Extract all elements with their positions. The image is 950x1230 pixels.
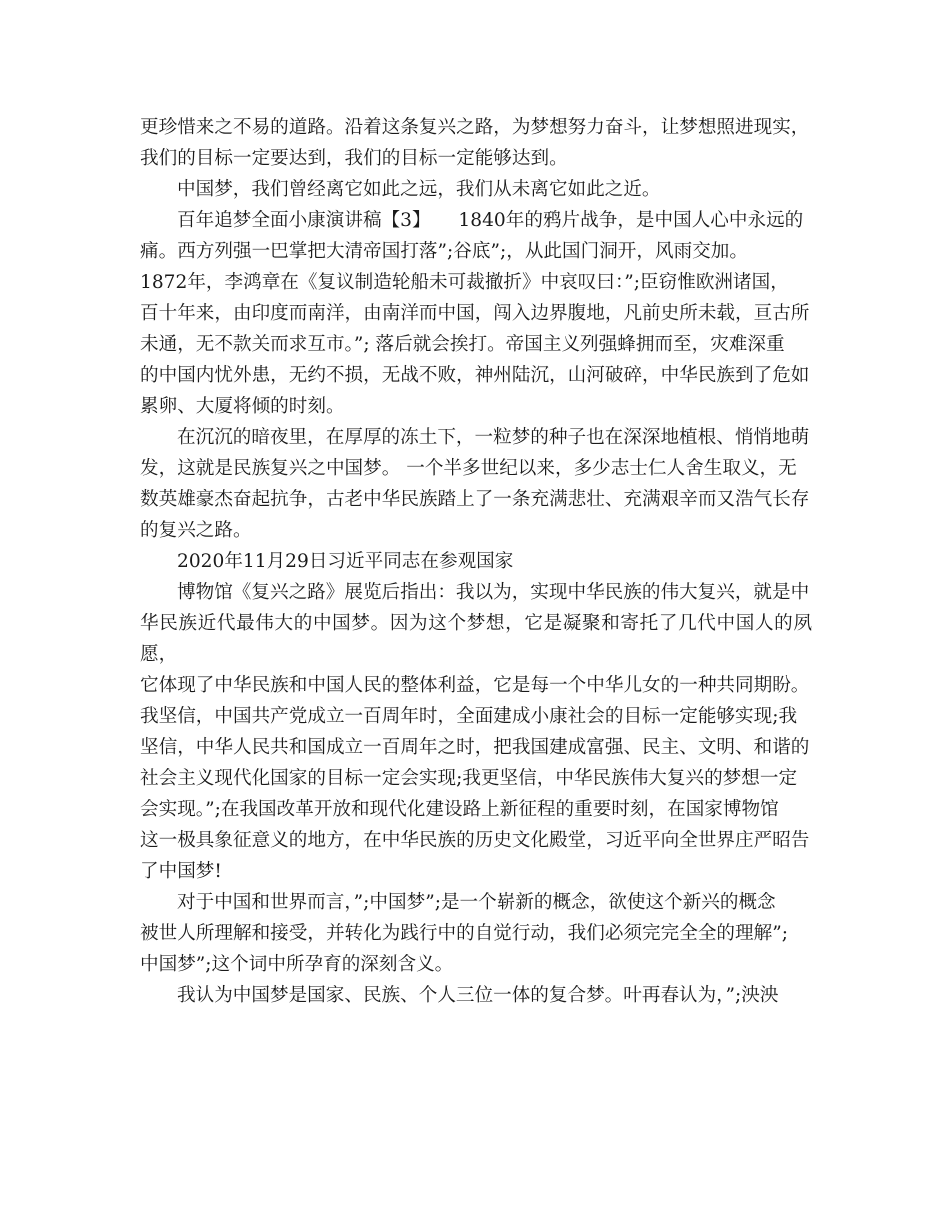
- document-body: [140, 112, 812, 1011]
- paragraph-2: 中国梦，我们曾经离它如此之远，我们从未离它如此之近。: [177, 179, 661, 200]
- paragraph-5: 2020年11月29日习近平同志在参观国家: [177, 551, 514, 572]
- paragraph-3: 百年追梦全面小康演讲稿【3】 1840年的鸦片战争，是中国人心中永远的 痛。西方列强一巴掌把大清帝国打落”;谷底”;，从此国门洞开，风雨交加。 1872年，李鸿章在《复议制造轮船未可裁撤折》中哀叹曰：”;臣窃惟欧洲诸国， 百十年来，由印度而南洋，由南洋而中国，闯入边界腹地，凡前史所未载，亘古所 未通，无不款关而求互市。”; 落后就会挨打。帝国主义列强蜂拥而至，灾难深重 的中国内忧外患，无约不损，无战不败，神州陆沉，山河破碎，中华民族到了危如 累卵、大厦将倾的时刻。: [140, 210, 810, 417]
- paragraph-1: 更珍惜来之不易的道路。沿着这条复兴之路，为梦想努力奋斗，让梦想照进现实， 我们的目标一定要达到，我们的目标一定能够达到。: [140, 117, 810, 169]
- paragraph-4: 在沉沉的暗夜里，在厚厚的冻土下，一粒梦的种子也在深深地植根、悄悄地萌 发，这就是民族复兴之中国梦。 一个半多世纪以来，多少志士仁人舍生取义，无 数英雄豪杰奋起抗争，古老中华民族踏上了一条充满悲壮、充满艰辛而又浩气长存 的复兴之路。: [140, 427, 810, 541]
- paragraph-8: 我认为中国梦是国家、民族、个人三位一体的复合梦。叶再春认为，”;泱泱: [177, 985, 779, 1006]
- paragraph-6: 博物馆《复兴之路》展览后指出：我以为，实现中华民族的伟大复兴，就是中 华民族近代最伟大的中国梦。因为这个梦想，它是凝聚和寄托了几代中国人的夙愿， 它体现了中华民族和中国人民的整体利益，它是每一个中华儿女的一种共同期盼。 我坚信，中国共产党成立一百周年时，全面建成小康社会的目标一定能够实现;我 坚信，中华人民共和国成立一百周年之时，把我国建成富强、民主、文明、和谐的 社会主义现代化国家的目标一定会实现;我更坚信，中华民族伟大复兴的梦想一定 会实现。”;在我国改革开放和现代化建设路上新征程的重要时刻，在国家博物馆 这一极具象征意义的地方，在中华民族的历史文化殿堂，习近平向全世界庄严昭告 了中国梦!: [140, 582, 812, 882]
- paragraph-7: 对于中国和世界而言，”;中国梦”;是一个崭新的概念，欲使这个新兴的概念 被世人所理解和接受，并转化为践行中的自觉行动，我们必须完完全全的理解”; 中国梦”;这个词中所孕育的深刻含义。: [140, 892, 788, 975]
